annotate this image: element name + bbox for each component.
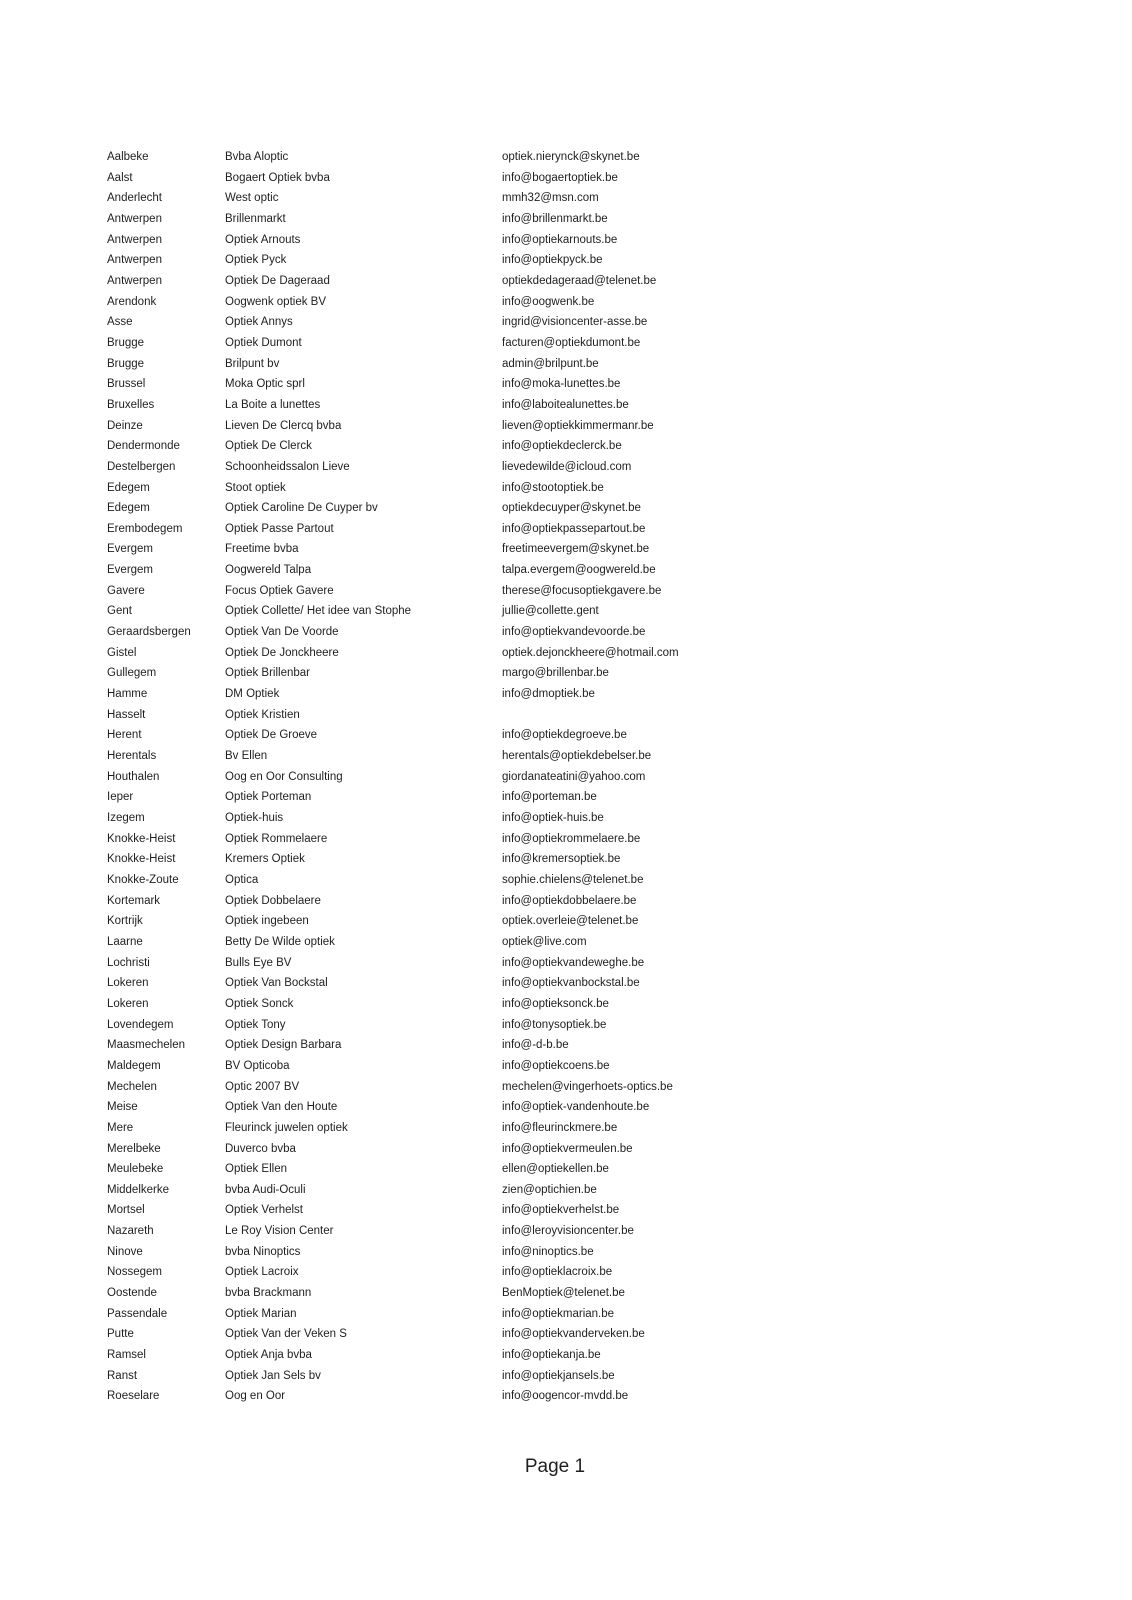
company-cell: Schoonheidssalon Lieve — [225, 460, 350, 473]
company-cell: Le Roy Vision Center — [225, 1225, 334, 1238]
email-cell: info@optiekvermeulen.be — [502, 1142, 633, 1155]
company-cell: Optiek Van den Houte — [225, 1101, 338, 1114]
city-cell: Ninove — [107, 1245, 143, 1258]
company-cell: Optiek Passe Partout — [225, 522, 334, 535]
table-row — [107, 808, 1132, 829]
email-cell: BenMoptiek@telenet.be — [502, 1287, 625, 1300]
company-cell: bvba Brackmann — [225, 1287, 312, 1300]
email-cell: margo@brillenbar.be — [502, 667, 609, 680]
email-cell: optiek.dejonckheere@hotmail.com — [502, 646, 679, 659]
email-cell: info@ninoptics.be — [502, 1245, 594, 1258]
company-cell: Kremers Optiek — [225, 853, 305, 866]
company-cell: BV Opticoba — [225, 1059, 290, 1072]
email-cell: info@kremersoptiek.be — [502, 853, 621, 866]
city-cell: Asse — [107, 316, 133, 329]
city-cell: Gistel — [107, 646, 137, 659]
company-cell: Optica — [225, 873, 259, 886]
company-cell: Optiek Design Barbara — [225, 1039, 342, 1052]
table-row — [107, 829, 1132, 850]
city-cell: Meise — [107, 1101, 138, 1114]
company-cell: Duverco bvba — [225, 1142, 296, 1155]
email-cell: info@tonysoptiek.be — [502, 1018, 607, 1031]
city-cell: Knokke-Heist — [107, 853, 176, 866]
company-cell: DM Optiek — [225, 688, 280, 701]
company-cell: Optiek Caroline De Cuyper bv — [225, 502, 378, 515]
company-cell: Lieven De Clercq bvba — [225, 419, 342, 432]
table-row — [107, 539, 1132, 560]
email-cell: info@optieksonck.be — [502, 997, 609, 1010]
table-row — [107, 1200, 1132, 1221]
table-row — [107, 374, 1132, 395]
table-row — [107, 1221, 1132, 1242]
table-row — [107, 849, 1132, 870]
email-cell: info@brillenmarkt.be — [502, 212, 608, 225]
company-cell: Brilpunt bv — [225, 357, 280, 370]
company-cell: Optiek De Dageraad — [225, 274, 330, 287]
city-cell: Herent — [107, 729, 142, 742]
table-row — [107, 395, 1132, 416]
company-cell: Optiek Marian — [225, 1307, 297, 1320]
company-cell: Optiek ingebeen — [225, 915, 309, 928]
company-cell: Optiek Annys — [225, 316, 293, 329]
company-cell: Optiek Tony — [225, 1018, 286, 1031]
email-cell: info@porteman.be — [502, 791, 597, 804]
table-row — [107, 1345, 1132, 1366]
email-cell: info@optiekvandevoorde.be — [502, 626, 646, 639]
table-row — [107, 1015, 1132, 1036]
email-cell: info@fleurinckmere.be — [502, 1121, 618, 1134]
company-cell: Optiek Brillenbar — [225, 667, 311, 680]
city-cell: Meulebeke — [107, 1163, 164, 1176]
email-cell: ellen@optiekellen.be — [502, 1163, 609, 1176]
company-cell: Optiek-huis — [225, 812, 284, 824]
city-cell: Edegem — [107, 481, 150, 494]
email-cell: info@optiekdeclerck.be — [502, 440, 622, 453]
email-cell: optiek.nierynck@skynet.be — [502, 151, 640, 163]
city-cell: Aalbeke — [107, 151, 149, 163]
company-cell: Optiek Kristien — [225, 708, 300, 721]
table-row — [107, 188, 1132, 209]
email-cell: info@oogwenk.be — [502, 295, 595, 308]
city-cell: Knokke-Heist — [107, 832, 176, 845]
table-row — [107, 250, 1132, 271]
company-cell: Optiek Porteman — [225, 791, 312, 804]
email-cell: jullie@collette.gent — [502, 605, 599, 618]
city-cell: Middelkerke — [107, 1183, 169, 1196]
email-cell: info@optiekjansels.be — [502, 1369, 615, 1382]
city-cell: Passendale — [107, 1307, 168, 1320]
table-row — [107, 684, 1132, 705]
email-cell: info@moka-lunettes.be — [502, 378, 621, 391]
city-cell: Putte — [107, 1328, 134, 1341]
email-cell: info@optiekarnouts.be — [502, 233, 618, 246]
city-cell: Kortemark — [107, 894, 161, 907]
page-number: Page 1 — [524, 1456, 586, 1477]
city-cell: Laarne — [107, 935, 143, 948]
email-cell: freetimeevergem@skynet.be — [502, 543, 650, 556]
email-cell: info@dmoptiek.be — [502, 688, 595, 701]
email-cell: info@optiekdegroeve.be — [502, 729, 627, 742]
email-cell: info@optiek-huis.be — [502, 812, 604, 824]
city-cell: Oostende — [107, 1287, 157, 1300]
company-cell: Optiek Arnouts — [225, 233, 301, 246]
company-cell: West optic — [225, 192, 279, 205]
table-row — [107, 973, 1132, 994]
company-cell: bvba Audi-Oculi — [225, 1183, 306, 1196]
city-cell: Houthalen — [107, 770, 160, 783]
city-cell: Brugge — [107, 336, 145, 349]
table-row — [107, 1366, 1132, 1387]
company-cell: Focus Optiek Gavere — [225, 584, 334, 597]
table-row — [107, 787, 1132, 808]
city-cell: Arendonk — [107, 295, 157, 308]
city-cell: Maldegem — [107, 1059, 161, 1072]
table-row — [107, 1056, 1132, 1077]
city-cell: Edegem — [107, 502, 150, 515]
company-cell: Optiek Sonck — [225, 997, 294, 1010]
city-cell: Kortrijk — [107, 915, 143, 928]
table-row — [107, 725, 1132, 746]
company-cell: La Boite a lunettes — [225, 398, 321, 411]
city-cell: Lochristi — [107, 956, 150, 969]
table-row — [107, 581, 1132, 602]
city-cell: Izegem — [107, 812, 145, 824]
table-row — [107, 705, 1132, 726]
city-cell: Gavere — [107, 584, 145, 597]
email-cell: info@optiekrommelaere.be — [502, 832, 641, 845]
company-cell: Stoot optiek — [225, 481, 286, 494]
city-cell: Maasmechelen — [107, 1039, 185, 1052]
email-cell: talpa.evergem@oogwereld.be — [502, 564, 656, 577]
table-row — [107, 911, 1132, 932]
email-cell: info@leroyvisioncenter.be — [502, 1225, 634, 1238]
table-row — [107, 767, 1132, 788]
table-row — [107, 436, 1132, 457]
city-cell: Knokke-Zoute — [107, 873, 179, 886]
email-cell: info@optiekpyck.be — [502, 254, 603, 267]
company-cell: Optiek Verhelst — [225, 1204, 303, 1217]
email-cell: info@optiekvanbockstal.be — [502, 977, 640, 990]
table-row — [107, 622, 1132, 643]
company-cell: Optiek Van Bockstal — [225, 977, 328, 990]
company-cell: Optiek De Jonckheere — [225, 646, 339, 659]
city-cell: Destelbergen — [107, 460, 176, 473]
email-cell: info@optiekcoens.be — [502, 1059, 610, 1072]
company-cell: Optiek De Clerck — [225, 440, 312, 453]
table-row — [107, 601, 1132, 622]
email-cell: info@optiekverhelst.be — [502, 1204, 620, 1217]
city-cell: Anderlecht — [107, 192, 162, 205]
company-cell: Bogaert Optiek bvba — [225, 171, 330, 184]
company-cell: bvba Ninoptics — [225, 1245, 301, 1258]
city-cell: Deinze — [107, 419, 143, 432]
city-cell: Evergem — [107, 543, 154, 556]
city-cell: Bruxelles — [107, 398, 155, 411]
email-cell: optiekdecuyper@skynet.be — [502, 502, 641, 515]
company-cell: Oogwenk optiek BV — [225, 295, 327, 308]
email-cell: herentals@optiekdebelser.be — [502, 750, 652, 763]
city-cell: Antwerpen — [107, 274, 162, 287]
table-row — [107, 1139, 1132, 1160]
email-cell: info@optiekdobbelaere.be — [502, 894, 637, 907]
table-row — [107, 1180, 1132, 1201]
city-cell: Lokeren — [107, 977, 149, 990]
table-row — [107, 1159, 1132, 1180]
company-cell: Optiek Rommelaere — [225, 832, 328, 845]
city-cell: Herentals — [107, 750, 157, 763]
company-cell: Optiek Jan Sels bv — [225, 1369, 321, 1382]
email-cell: mechelen@vingerhoets-optics.be — [502, 1080, 673, 1093]
email-cell: info@optiekpassepartout.be — [502, 522, 646, 535]
city-cell: Antwerpen — [107, 233, 162, 246]
company-cell: Fleurinck juwelen optiek — [225, 1121, 348, 1134]
contact-table — [107, 147, 1132, 1407]
email-cell: info@optiekvanderveken.be — [502, 1328, 645, 1341]
city-cell: Hamme — [107, 688, 148, 701]
city-cell: Dendermonde — [107, 440, 180, 453]
table-row — [107, 1077, 1132, 1098]
table-row — [107, 1324, 1132, 1345]
city-cell: Nossegem — [107, 1266, 162, 1279]
email-cell: info@bogaertoptiek.be — [502, 171, 618, 184]
email-cell: info@laboitealunettes.be — [502, 398, 629, 411]
city-cell: Antwerpen — [107, 212, 162, 225]
table-row — [107, 168, 1132, 189]
table-row — [107, 953, 1132, 974]
company-cell: Optiek Dobbelaere — [225, 894, 321, 907]
table-row — [107, 209, 1132, 230]
city-cell: Brugge — [107, 357, 145, 370]
city-cell: Roeselare — [107, 1390, 160, 1403]
company-cell: Optiek Ellen — [225, 1163, 288, 1176]
email-cell: admin@brilpunt.be — [502, 357, 599, 370]
table-row — [107, 457, 1132, 478]
company-cell: Optiek Dumont — [225, 336, 302, 349]
city-cell: Lokeren — [107, 997, 149, 1010]
email-cell: info@optiekvandeweghe.be — [502, 956, 645, 969]
table-row — [107, 292, 1132, 313]
city-cell: Aalst — [107, 171, 133, 184]
company-cell: Bulls Eye BV — [225, 956, 292, 969]
table-row — [107, 663, 1132, 684]
company-cell: Bv Ellen — [225, 750, 268, 763]
email-cell: info@oogencor-mvdd.be — [502, 1390, 629, 1403]
email-cell: info@optiek-vandenhoute.be — [502, 1101, 650, 1114]
table-row — [107, 478, 1132, 499]
table-row — [107, 746, 1132, 767]
email-cell: ingrid@visioncenter-asse.be — [502, 316, 648, 329]
email-cell: lieven@optiekkimmermanr.be — [502, 419, 654, 432]
city-cell: Hasselt — [107, 708, 146, 721]
city-cell: Erembodegem — [107, 522, 183, 535]
email-cell: lievedewilde@icloud.com — [502, 460, 632, 473]
email-cell: sophie.chielens@telenet.be — [502, 873, 644, 886]
company-cell: Optiek Van der Veken S — [225, 1328, 347, 1341]
table-row — [107, 994, 1132, 1015]
email-cell: zien@optichien.be — [502, 1183, 597, 1196]
email-cell: info@optiekanja.be — [502, 1349, 601, 1362]
company-cell: Oog en Oor — [225, 1390, 286, 1403]
table-row — [107, 271, 1132, 292]
table-row — [107, 1097, 1132, 1118]
table-row — [107, 416, 1132, 437]
table-row — [107, 230, 1132, 251]
table-row — [107, 312, 1132, 333]
email-cell: optiek.overleie@telenet.be — [502, 915, 639, 928]
city-cell: Antwerpen — [107, 254, 162, 267]
table-row — [107, 1035, 1132, 1056]
table-row — [107, 1304, 1132, 1325]
company-cell: Oogwereld Talpa — [225, 564, 312, 577]
city-cell: Mortsel — [107, 1204, 145, 1217]
company-cell: Optiek De Groeve — [225, 729, 318, 742]
table-row — [107, 498, 1132, 519]
company-cell: Brillenmarkt — [225, 212, 286, 225]
company-cell: Betty De Wilde optiek — [225, 935, 335, 948]
table-row — [107, 1283, 1132, 1304]
table-row — [107, 333, 1132, 354]
email-cell: giordanateatini@yahoo.com — [502, 770, 646, 783]
city-cell: Ieper — [107, 791, 134, 804]
table-row — [107, 1262, 1132, 1283]
company-cell: Bvba Aloptic — [225, 151, 289, 163]
table-row — [107, 1386, 1132, 1407]
table-row — [107, 891, 1132, 912]
company-cell: Optiek Pyck — [225, 254, 287, 267]
table-row — [107, 147, 1132, 168]
city-cell: Nazareth — [107, 1225, 154, 1238]
company-cell: Moka Optic sprl — [225, 378, 305, 391]
table-row — [107, 1242, 1132, 1263]
city-cell: Ranst — [107, 1369, 138, 1382]
city-cell: Evergem — [107, 564, 154, 577]
email-cell: optiek@live.com — [502, 935, 587, 948]
company-cell: Optiek Anja bvba — [225, 1349, 312, 1362]
city-cell: Gent — [107, 605, 132, 618]
email-cell: info@optieklacroix.be — [502, 1266, 613, 1279]
city-cell: Mechelen — [107, 1080, 157, 1093]
email-cell: info@-d-b.be — [502, 1039, 569, 1052]
table-row — [107, 519, 1132, 540]
company-cell: Optiek Collette/ Het idee van Stophe — [225, 605, 412, 618]
table-row — [107, 643, 1132, 664]
table-row — [107, 932, 1132, 953]
city-cell: Lovendegem — [107, 1018, 174, 1031]
company-cell: Freetime bvba — [225, 543, 299, 556]
email-cell: optiekdedageraad@telenet.be — [502, 274, 657, 287]
table-row — [107, 870, 1132, 891]
email-cell: therese@focusoptiekgavere.be — [502, 584, 662, 597]
company-cell: Optiek Lacroix — [225, 1266, 299, 1279]
table-row — [107, 560, 1132, 581]
company-cell: Optic 2007 BV — [225, 1080, 300, 1093]
email-cell: facturen@optiekdumont.be — [502, 336, 641, 349]
company-cell: Oog en Oor Consulting — [225, 770, 343, 783]
company-cell: Optiek Van De Voorde — [225, 626, 339, 639]
city-cell: Merelbeke — [107, 1142, 161, 1155]
city-cell: Geraardsbergen — [107, 626, 191, 639]
table-row — [107, 1118, 1132, 1139]
city-cell: Mere — [107, 1121, 134, 1134]
table-row — [107, 354, 1132, 375]
email-cell: info@stootoptiek.be — [502, 481, 604, 494]
email-cell: info@optiekmarian.be — [502, 1307, 615, 1320]
city-cell: Brussel — [107, 378, 146, 391]
city-cell: Gullegem — [107, 667, 157, 680]
city-cell: Ramsel — [107, 1349, 146, 1362]
email-cell: mmh32@msn.com — [502, 192, 599, 205]
